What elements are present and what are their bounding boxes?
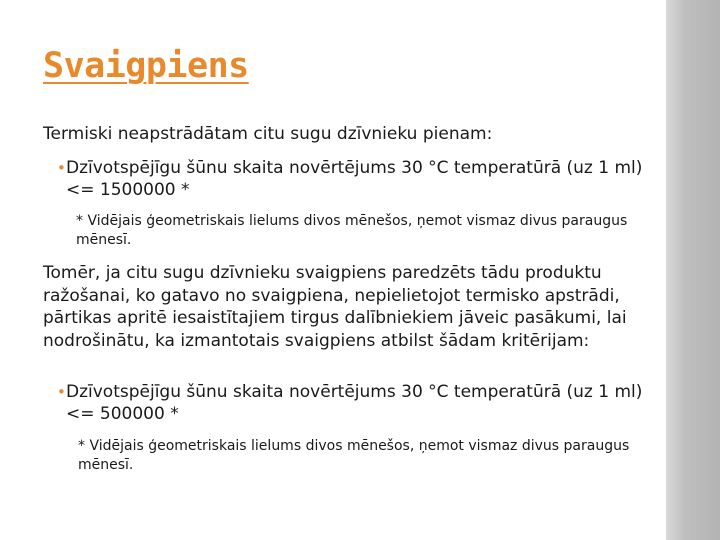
- bullet-item-2: [43, 381, 663, 425]
- footnote-2: * Vidējais ģeometriskais lielums divos mēnešos, ņemot vismaz divus paraugus mēnesī.: [78, 438, 630, 473]
- bullet-marker-icon: •: [57, 159, 66, 177]
- footnote-1: * Vidējais ģeometriskais lielums divos mēnešos, ņemot vismaz divus paraugus mēnesī.: [76, 213, 628, 248]
- intro-text: Termiski neapstrādātam citu sugu dzīvnieku pienam:: [43, 124, 493, 144]
- bullet-text-2: Dzīvotspējīgu šūnu skaita novērtējums 30 °C temperatūrā (uz 1 ml) <= 500000 *: [66, 382, 643, 424]
- decorative-sidebar: [666, 0, 720, 540]
- bullet-marker-icon: •: [57, 383, 66, 401]
- slide-title: Svaigpiens: [43, 46, 249, 86]
- main-paragraph: Tomēr, ja citu sugu dzīvnieku svaigpiens paredzēts tādu produktu ražošanai, ko gatavo no svaigpiena, nepielietojot termisko apstrādi, pārtikas apritē iesaistītajiem tirgus dalībniekiem jāveic pasākumi, lai nodrošinātu, ka izmantotais svaigpiens atbilst šādam kritērijam:: [43, 263, 627, 351]
- bullet-item-1: [43, 157, 663, 201]
- bullet-text-1: Dzīvotspējīgu šūnu skaita novērtējums 30 °C temperatūrā (uz 1 ml)<= 1500000 *: [66, 158, 643, 200]
